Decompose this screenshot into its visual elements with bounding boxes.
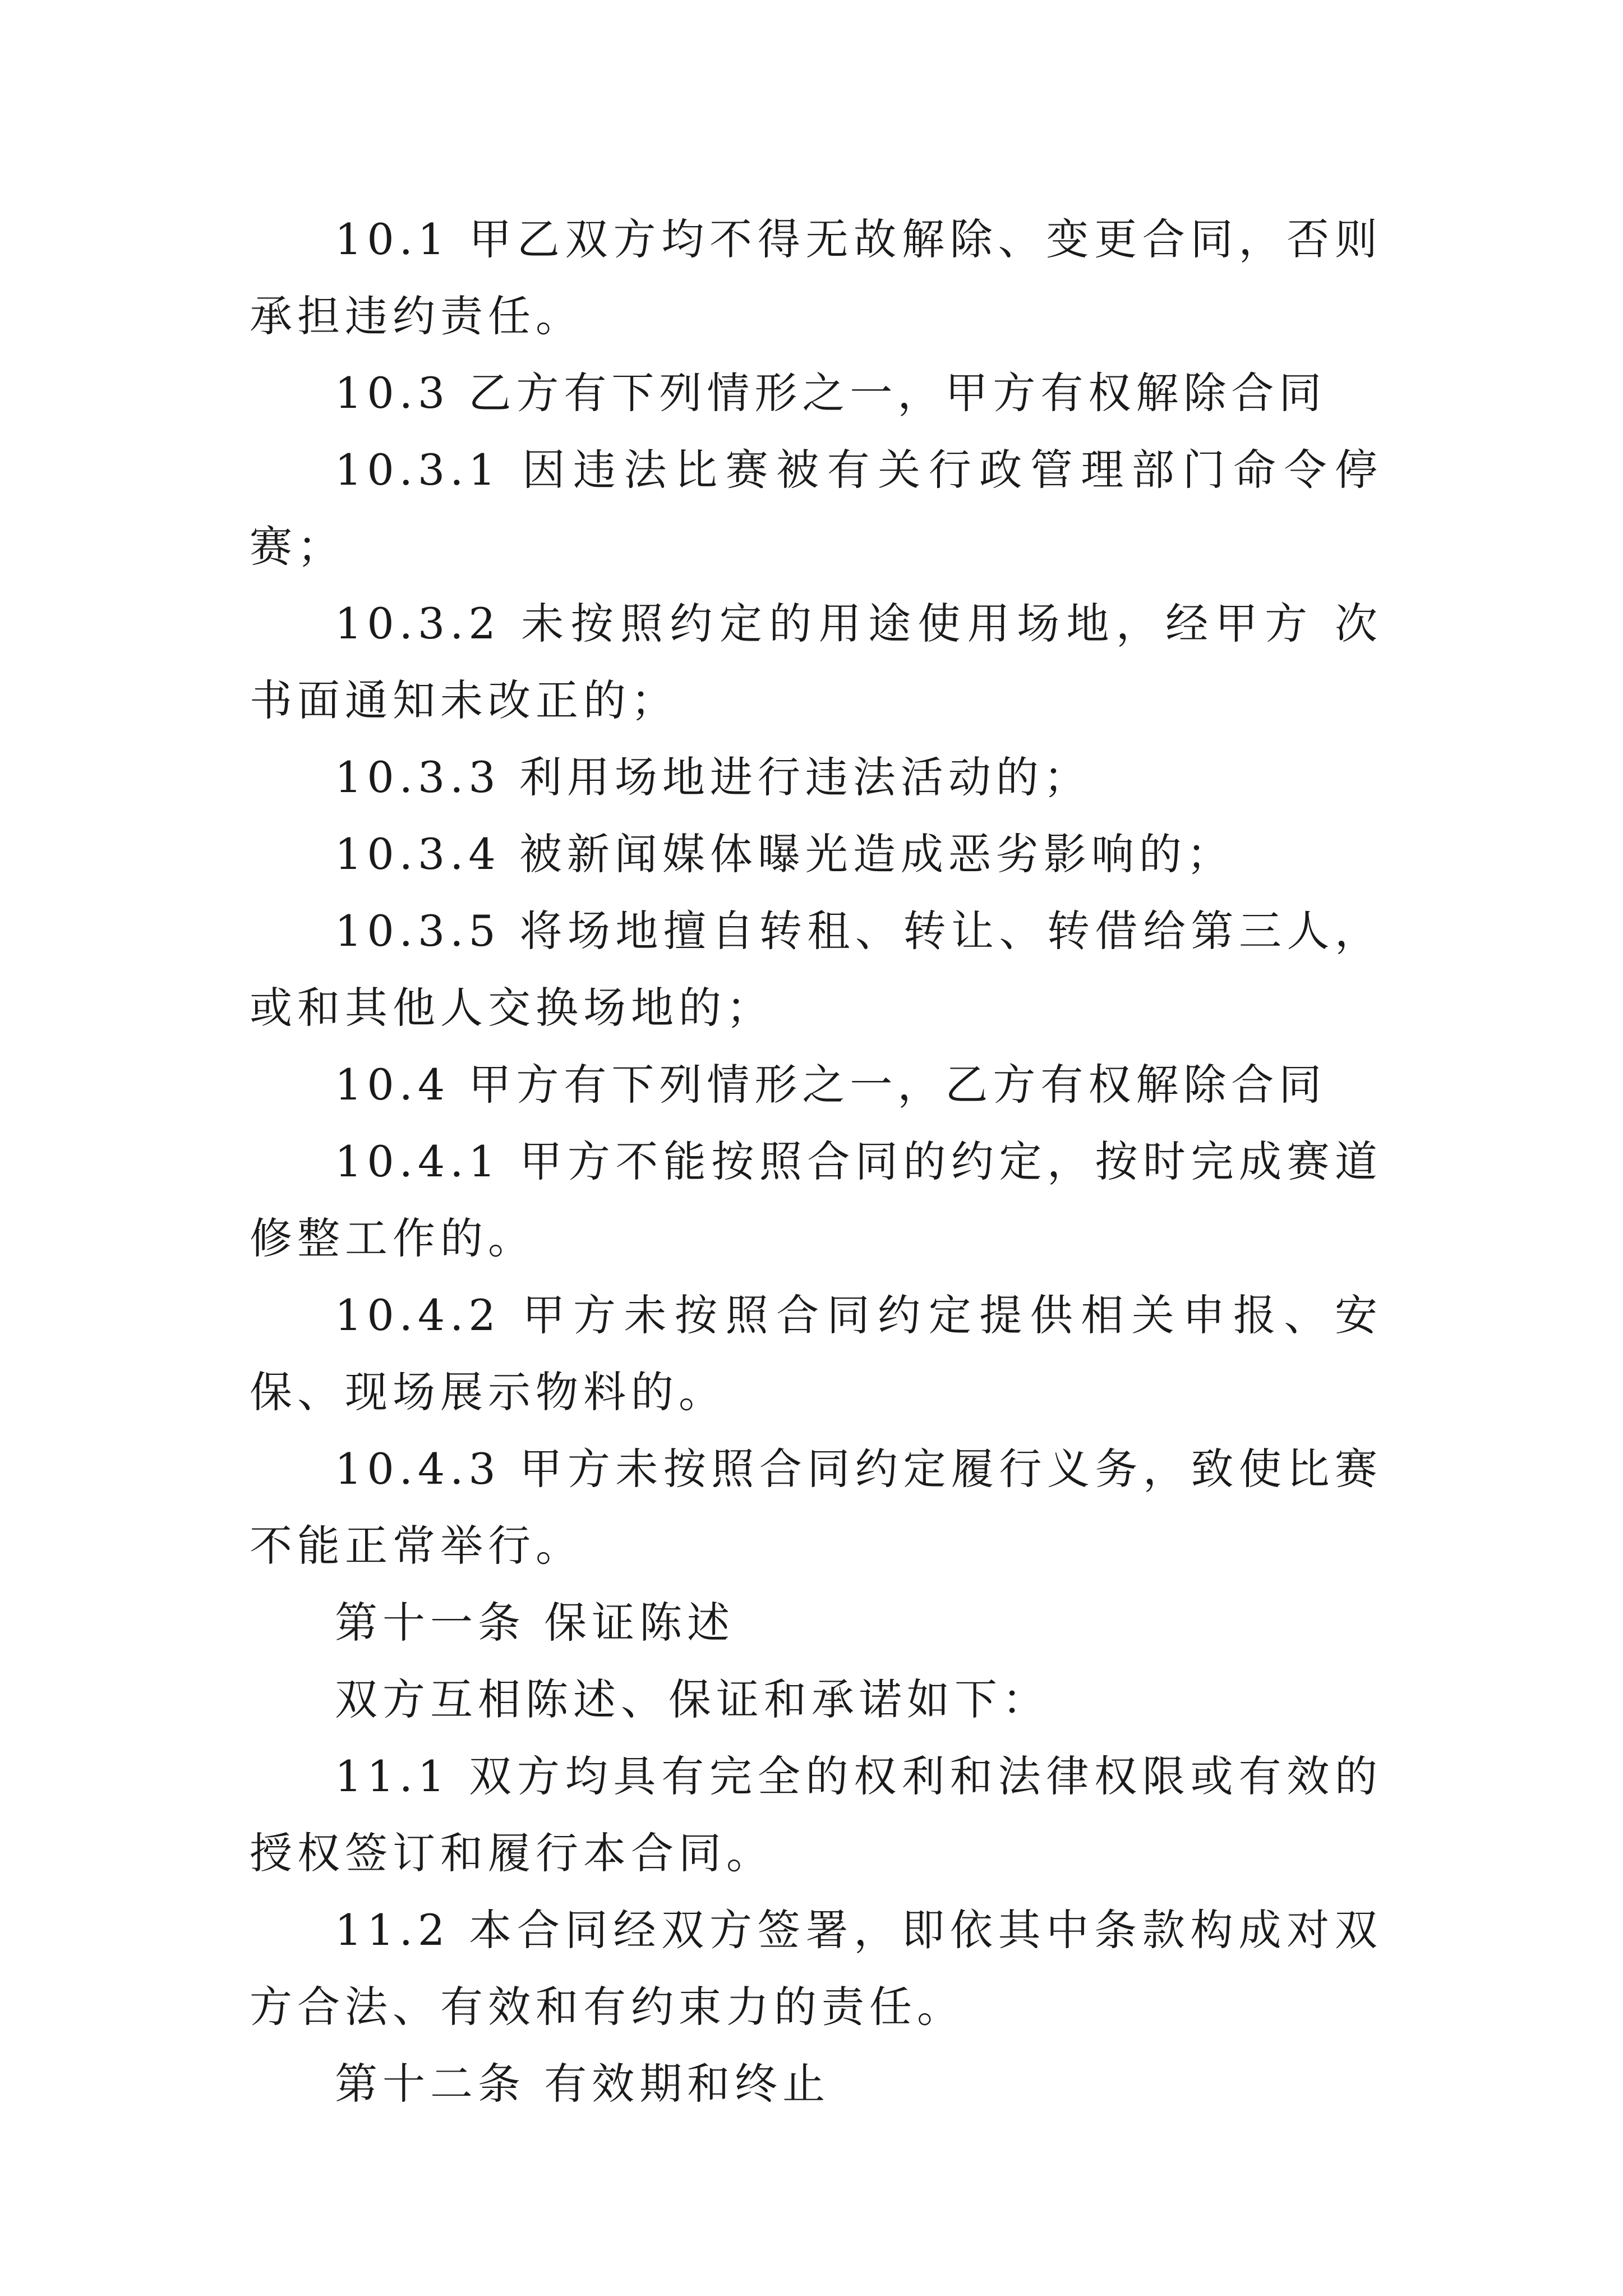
clause-10-3-4: 10.3.4 被新闻媒体曝光造成恶劣影响的；	[335, 829, 1234, 879]
clause-10-3-1: 10.3.1 因违法比赛被有关行政管理部门命令停赛；	[250, 445, 1382, 572]
clause-10-4-3: 10.4.3 甲方未按照合同约定履行义务，致使比赛不能正常举行。	[250, 1444, 1382, 1571]
clause-11-1: 11.1 双方均具有完全的权利和法律权限或有效的授权签订和履行本合同。	[250, 1751, 1382, 1878]
clause-10-3-5: 10.3.5 将场地擅自转租、转让、转借给第三人，或和其他人交换场地的；	[250, 906, 1382, 1033]
clause-10-4-2: 10.4.2 甲方未按照合同约定提供相关申报、安保、现场展示物料的。	[250, 1290, 1382, 1417]
clause-11-2: 11.2 本合同经双方签署，即依其中条款构成对双方合法、有效和有约束力的责任。	[250, 1905, 1382, 2032]
clause-10-4-1: 10.4.1 甲方不能按照合同的约定，按时完成赛道修整工作的。	[250, 1137, 1382, 1263]
article-11-intro: 双方互相陈述、保证和承诺如下：	[335, 1674, 1050, 1724]
clause-10-3-3: 10.3.3 利用场地进行违法活动的；	[335, 752, 1091, 802]
article-11-heading: 第十一条 保证陈述	[335, 1598, 735, 1648]
clause-10-3: 10.3 乙方有下列情形之一，甲方有权解除合同	[335, 368, 1327, 418]
article-12-heading: 第十二条 有效期和终止	[335, 2059, 831, 2109]
clause-10-1: 10.1 甲乙双方均不得无故解除、变更合同，否则承担违约责任。	[250, 214, 1382, 341]
clause-10-4: 10.4 甲方有下列情形之一，乙方有权解除合同	[335, 1060, 1327, 1110]
clause-10-3-2: 10.3.2 未按照约定的用途使用场地，经甲方 次书面通知未改正的；	[250, 599, 1382, 725]
document-body	[250, 201, 1382, 2122]
